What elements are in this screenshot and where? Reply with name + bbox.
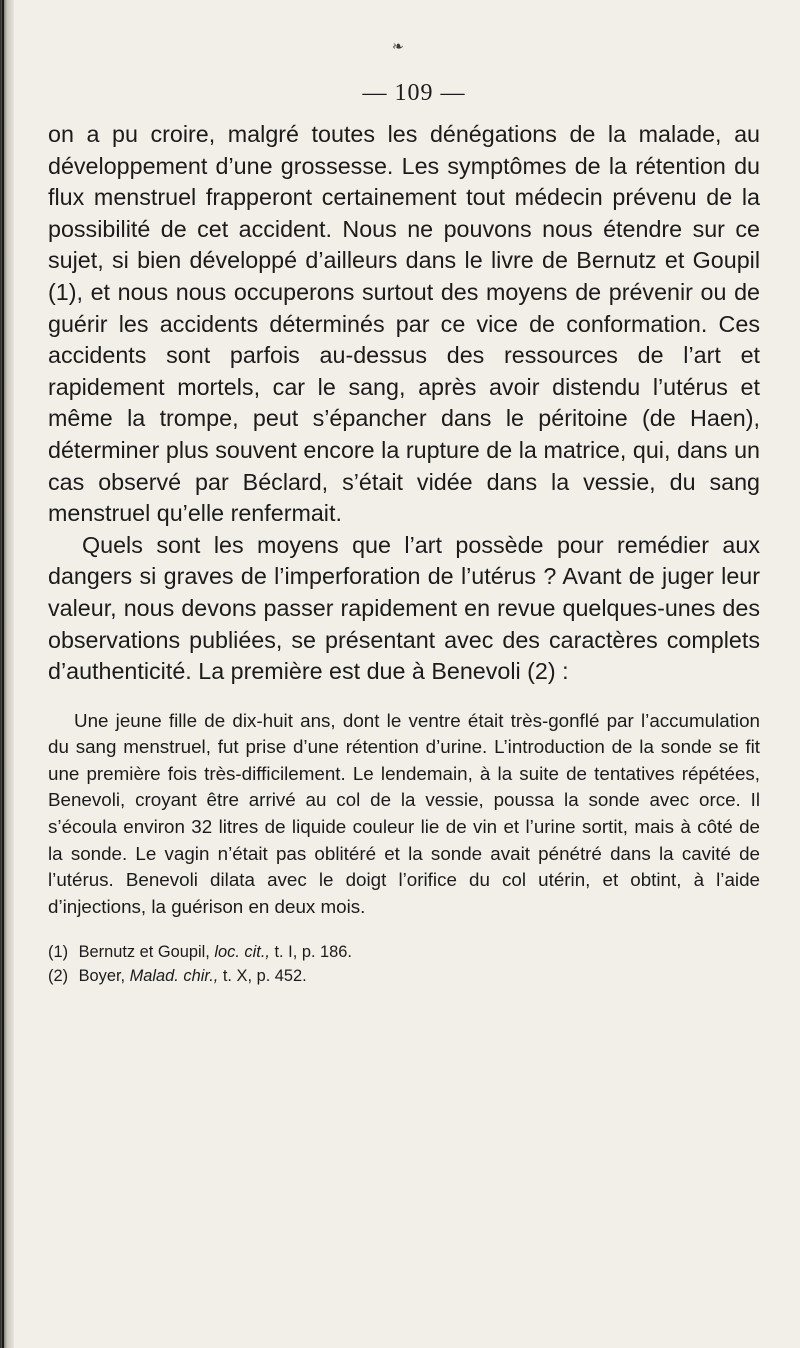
footnotes <box>48 941 760 988</box>
observation-block <box>48 708 760 921</box>
observation-text: Une jeune fille de dix-huit ans, dont le ventre était très-gonflé par l’accumulation du sang menstruel, fut prise d’une rétention d’urine. L’introduction de la sonde se fit une première fois très-difficilement. Le lendemain, à la suite de tentatives répétées, Benevoli, croyant être arrivé au col de la vessie, poussa la sonde avec orce. Il s’écoula environ 32 litres de liquide couleur lie de vin et l’urine sortit, mais à côté de la sonde. Le vagin n’était pas oblitéré et la sonde avait pénétré dans la cavité de l’utérus. Benevoli dilata avec le doigt l’orifice du col utérin, et obtint, à l’aide d’injections, la guérison en deux mois. <box>48 709 760 917</box>
footnote-2-reference: t. X, p. 452. <box>222 966 307 985</box>
footnote-2-work: Malad. chir., <box>129 966 219 985</box>
footnote-1-reference: t. I, p. 186. <box>274 943 352 962</box>
footnote-2 <box>48 965 760 989</box>
footnote-1 <box>48 941 760 965</box>
footnote-1-author: Bernutz et Goupil, <box>78 943 210 962</box>
paragraph-1: on a pu croire, malgré toutes les dénégations de la malade, au développement d’une grossesse. Les symptômes de la rétention du flux menstruel frapperont certainement tout médecin prévenu de la possibilité de cet accident. Nous ne pouvons nous étendre sur ce sujet, si bien développé d’ailleurs dans le livre de Bernutz et Goupil (1), et nous nous occuperons surtout des moyens de prévenir ou de guérir les accidents déterminés par ce vice de conformation. Ces accidents sont parfois au-dessus des ressources de l’art et rapidement mortels, car le sang, après avoir distendu l’utérus et même la trompe, peut s’épancher dans le péritoine (de Haen), déterminer plus souvent encore la rupture de la matrice, qui, dans un cas observé par Béclard, s’était vidée dans la vessie, du sang menstruel qu’elle renfermait. <box>48 121 760 527</box>
page-number: — 109 — <box>362 80 466 106</box>
footnote-1-work: loc. cit., <box>214 943 270 962</box>
footnote-2-author: Boyer, <box>78 966 126 985</box>
paragraph-2: Quels sont les moyens que l’art possède pour remédier aux dangers si graves de l’imperforation de l’utérus ? Avant de juger leur valeur, nous devons passer rapidement en revue quelques-unes des observations publiées, se présentant avec des caractères complets d’authenticité. La première est due à Benevoli (2) : <box>48 531 760 685</box>
book-binding-line <box>2 0 4 1348</box>
book-page <box>48 80 760 988</box>
footnote-2-mark: (2) <box>48 966 69 985</box>
main-text <box>48 119 760 688</box>
footnote-1-mark: (1) <box>48 943 69 962</box>
printer-mark: ❧ <box>392 38 404 54</box>
